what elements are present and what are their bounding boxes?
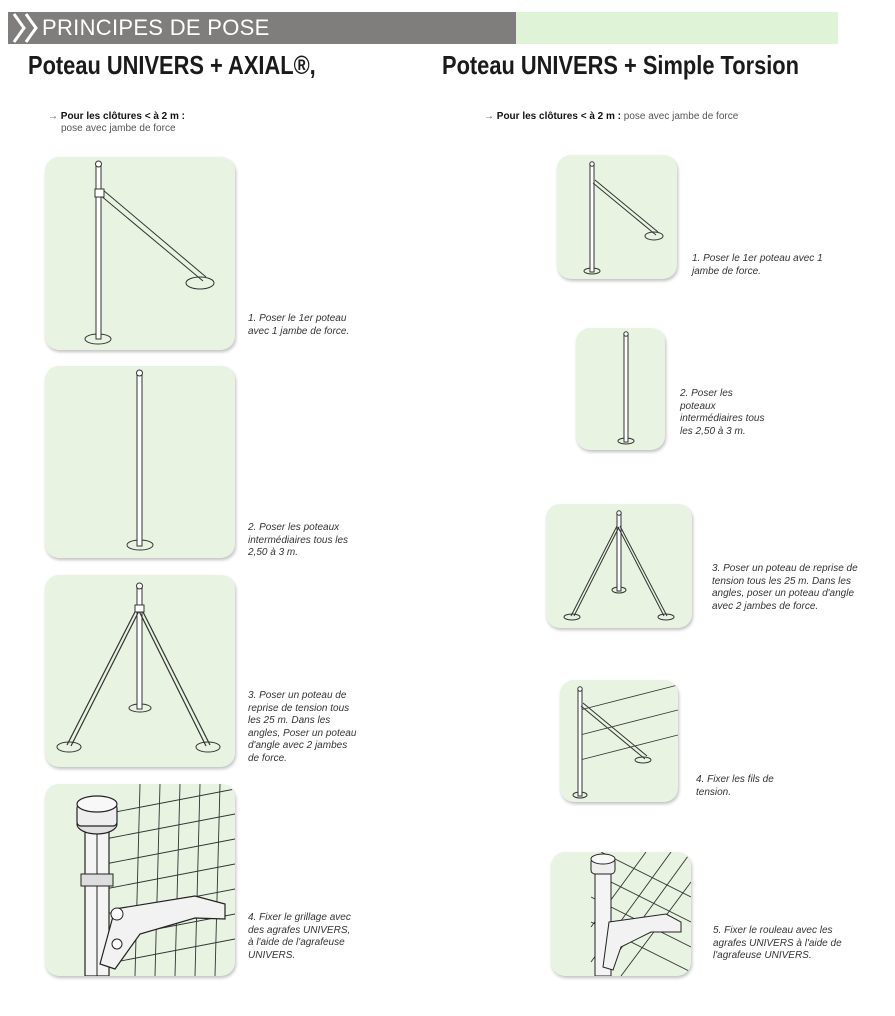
tension-post-drawing bbox=[45, 575, 235, 767]
single-post-drawing bbox=[576, 328, 665, 450]
arrow-icon: → bbox=[48, 111, 58, 122]
left-step4-caption: 4. Fixer le grillage avec des agrafes UNIVERS, à l'aide de l'agrafeuse UNIVERS. bbox=[248, 912, 351, 961]
post-with-brace-drawing bbox=[557, 155, 677, 279]
chevron-mark-icon bbox=[12, 12, 38, 44]
right-step3-illustration bbox=[546, 504, 692, 628]
right-step4-illustration bbox=[560, 680, 678, 802]
right-column-heading: Poteau UNIVERS + Simple Torsion bbox=[442, 50, 799, 80]
arrow-icon: → bbox=[484, 111, 494, 122]
left-step1-caption: 1. Poser le 1er poteau avec 1 jambe de force. bbox=[248, 313, 350, 337]
single-post-drawing bbox=[45, 366, 235, 558]
right-step2-illustration bbox=[576, 328, 665, 450]
roll-fixing-drawing bbox=[551, 852, 691, 976]
right-step5-illustration bbox=[551, 852, 691, 976]
left-step2-caption: 2. Poser les poteaux intermédiaires tous les 2,50 à 3 m. bbox=[248, 522, 349, 558]
mesh-fixing-drawing bbox=[45, 784, 235, 976]
left-intro bbox=[48, 111, 238, 135]
section-banner bbox=[8, 12, 838, 44]
tension-post-drawing bbox=[546, 504, 692, 628]
right-intro-bold: Pour les clôtures < à 2 m : bbox=[496, 111, 621, 122]
right-step3-caption: 3. Poser un poteau de reprise de tension tous les 25 m. Dans les angles, poser un poteau d'angle avec 2 jambes de force. bbox=[712, 563, 858, 612]
left-step3-illustration bbox=[45, 575, 235, 767]
tension-wires-drawing bbox=[560, 680, 678, 802]
right-step2-caption: 2. Poser les poteaux intermédiaires tous les 2,50 à 3 m. bbox=[680, 388, 765, 437]
left-step4-illustration bbox=[45, 784, 235, 976]
right-step1-illustration bbox=[557, 155, 677, 279]
banner-title: PRINCIPES DE POSE bbox=[42, 15, 270, 40]
right-intro bbox=[484, 111, 804, 123]
left-column-heading: Poteau UNIVERS + AXIAL®, bbox=[28, 50, 316, 80]
right-intro-rest: pose avec jambe de force bbox=[623, 111, 739, 122]
left-step1-illustration bbox=[45, 157, 235, 350]
left-step3-caption: 3. Poser un poteau de reprise de tension tous les 25 m. Dans les angles, Poser un poteau d'angle avec 2 jambes de force. bbox=[248, 690, 357, 764]
post-with-brace-drawing bbox=[45, 157, 235, 350]
right-step1-caption: 1. Poser le 1er poteau avec 1 jambe de force. bbox=[692, 253, 823, 277]
left-step2-illustration bbox=[45, 366, 235, 558]
banner-light-band bbox=[516, 12, 838, 44]
right-step5-caption: 5. Fixer le rouleau avec les agrafes UNIVERS à l'aide de l'agrafeuse UNIVERS. bbox=[713, 925, 842, 961]
left-intro-bold: Pour les clôtures < à 2 m : bbox=[60, 111, 185, 122]
right-step4-caption: 4. Fixer les fils de tension. bbox=[696, 774, 774, 798]
left-intro-rest: pose avec jambe de force bbox=[61, 123, 176, 134]
